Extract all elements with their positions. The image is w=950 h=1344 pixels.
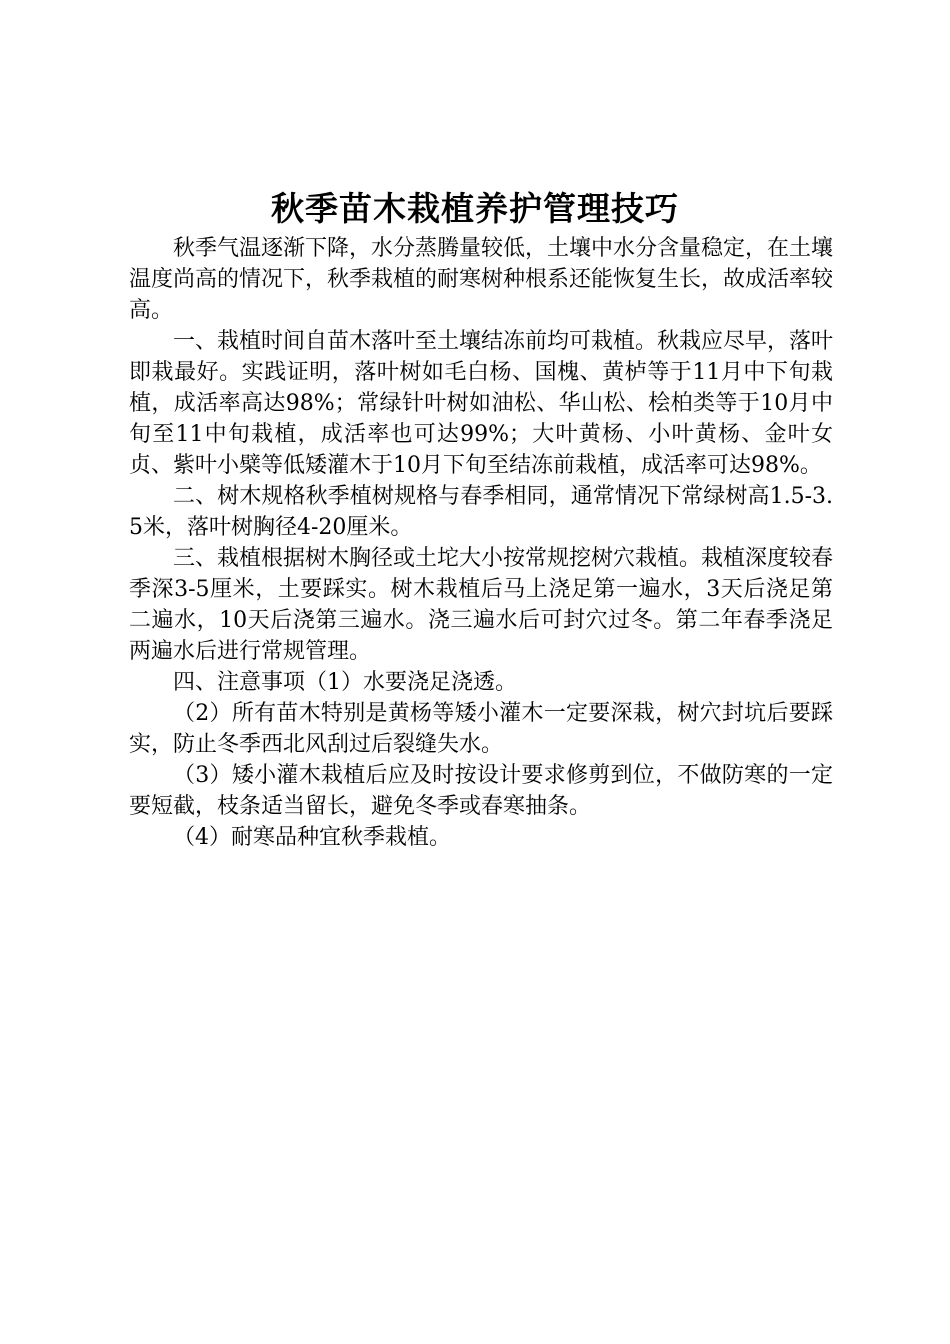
note-item-3: （3）矮小灌木栽植后应及时按设计要求修剪到位，不做防寒的一定要短截，枝条适当留长，避免冬季或春寒抽条。 [129,763,833,819]
document-body [129,233,833,853]
section-tree-size: 二、树木规格秋季植树规格与春季相同，通常情况下常绿树高1.5-3.5米，落叶树胸径4-20厘米。 [129,484,833,540]
section-planting-time: 一、栽植时间自苗木落叶至土壤结冻前均可栽植。秋栽应尽早，落叶即栽最好。实践证明，落叶树如毛白杨、国槐、黄栌等于11月中下旬栽植，成活率高达98%；常绿针叶树如油松、华山松、桧柏类等于10月中旬至11中旬栽植，成活率也可达99%；大叶黄杨、小叶黄杨、金叶女贞、紫叶小檗等低矮灌木于10月下旬至结冻前栽植，成活率可达98%。 [129,329,834,478]
section-notes: 四、注意事项（1）水要浇足浇透。 [173,670,517,695]
section-planting-method: 三、栽植根据树木胸径或土坨大小按常规挖树穴栽植。栽植深度较春季深3-5厘米，土要踩实。树木栽植后马上浇足第一遍水，3天后浇足第二遍水，10天后浇第三遍水。浇三遍水后可封穴过冬。第二年春季浇足两遍水后进行常规管理。 [129,546,834,664]
note-item-2: （2）所有苗木特别是黄杨等矮小灌木一定要深栽，树穴封坑后要踩实，防止冬季西北风刮过后裂缝失水。 [129,701,833,757]
intro-paragraph: 秋季气温逐渐下降，水分蒸腾量较低，土壤中水分含量稳定，在土壤温度尚高的情况下，秋季栽植的耐寒树种根系还能恢复生长，故成活率较高。 [129,236,834,323]
note-item-4: （4）耐寒品种宜秋季栽植。 [173,825,451,850]
document-title: 秋季苗木栽植养护管理技巧 [271,189,679,228]
